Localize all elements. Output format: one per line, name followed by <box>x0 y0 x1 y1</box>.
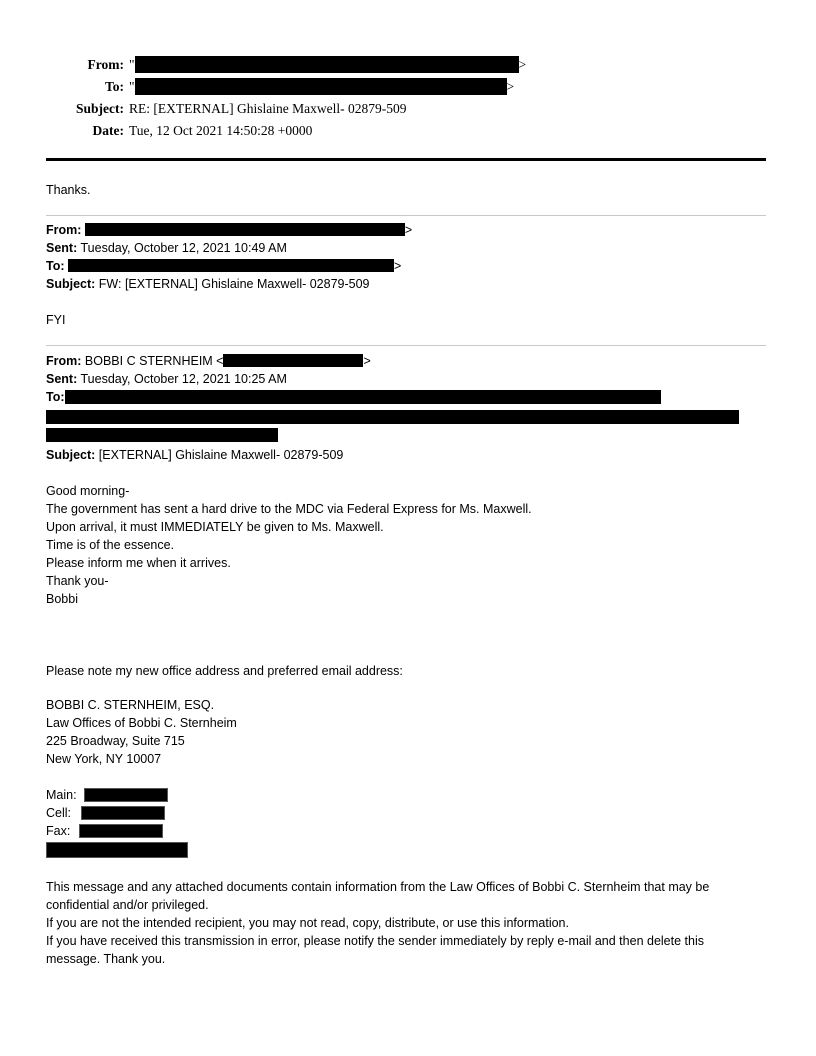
signature-note: Please note my new office address and preferred email address: <box>46 664 403 678</box>
redaction-bar-to-line1 <box>65 390 661 404</box>
disclaimer-line: confidential and/or privileged. <box>46 898 209 912</box>
redaction-bar-from <box>223 354 363 367</box>
to-label: To: <box>104 79 124 94</box>
sent-value: Tuesday, October 12, 2021 10:25 AM <box>80 372 287 386</box>
redaction-bar-main-number <box>84 788 168 802</box>
from-label: From: <box>46 354 82 368</box>
main-label: Main: <box>46 788 77 802</box>
disclaimer-line: If you are not the intended recipient, you may not read, copy, distribute, or use this information. <box>46 916 569 930</box>
header-row-subject <box>46 98 766 120</box>
quoted-email-divider-2 <box>46 345 766 346</box>
redaction-bar-to <box>135 78 507 95</box>
email3-header <box>46 352 766 464</box>
disclaimer-line: This message and any attached documents contain information from the Law Offices of Bobbi C. Sternheim that may be <box>46 880 710 894</box>
fax-label: Fax: <box>46 824 71 838</box>
address-line: Law Offices of Bobbi C. Sternheim <box>46 716 237 730</box>
to-label: To: <box>46 259 65 273</box>
phone-row-main <box>46 786 766 804</box>
email2-sent-row <box>46 239 766 257</box>
subject-value: RE: [EXTERNAL] Ghislaine Maxwell- 02879-509 <box>129 101 407 116</box>
redaction-bar-from <box>135 56 519 73</box>
redaction-bar-to-line3 <box>46 428 278 442</box>
quoted-email-divider-1 <box>46 215 766 216</box>
to-label: To: <box>46 390 65 404</box>
address-line: New York, NY 10007 <box>46 752 162 766</box>
redaction-bar-to <box>68 259 394 272</box>
body-line: Time is of the essence. <box>46 538 175 552</box>
date-label: Date: <box>92 123 124 138</box>
to-angle-bracket: > <box>506 79 515 94</box>
sent-label: Sent: <box>46 241 78 255</box>
from-angle-bracket: > <box>404 223 413 237</box>
email3-to-row <box>46 388 766 442</box>
date-value: Tue, 12 Oct 2021 14:50:28 +0000 <box>129 123 313 138</box>
from-angle-bracket: > <box>518 57 527 72</box>
sent-label: Sent: <box>46 372 78 386</box>
cell-label: Cell: <box>46 806 72 820</box>
email2-from-row <box>46 221 766 239</box>
from-quote: " <box>129 57 135 72</box>
address-line: BOBBI C. STERNHEIM, ESQ. <box>46 698 215 712</box>
disclaimer-line: If you have received this transmission in error, please notify the sender immediately by reply e-mail and then delete this <box>46 934 704 948</box>
body-line: Good morning- <box>46 484 130 498</box>
subject-value: [EXTERNAL] Ghislaine Maxwell- 02879-509 <box>98 448 344 462</box>
sent-value: Tuesday, October 12, 2021 10:49 AM <box>80 241 287 255</box>
signature-address <box>46 696 766 768</box>
from-name: BOBBI C STERNHEIM < <box>84 354 224 368</box>
body-line: Bobbi <box>46 592 78 606</box>
signature-phones <box>46 786 766 858</box>
phone-row-fax <box>46 822 766 840</box>
email2-header <box>46 221 766 293</box>
email2-to-row <box>46 257 766 275</box>
body-line: Please inform me when it arrives. <box>46 556 231 570</box>
from-label: From: <box>46 223 82 237</box>
redaction-bar-from <box>85 223 405 236</box>
header-rule <box>46 158 766 161</box>
subject-value: FW: [EXTERNAL] Ghislaine Maxwell- 02879-509 <box>98 277 370 291</box>
from-value <box>129 54 526 76</box>
subject-label: Subject: <box>46 277 96 291</box>
address-line: 225 Broadway, Suite 715 <box>46 734 185 748</box>
outer-email-header <box>46 54 766 142</box>
to-angle-bracket: > <box>394 259 402 273</box>
to-quote: " <box>129 79 135 94</box>
body-line: Upon arrival, it must IMMEDIATELY be given to Ms. Maxwell. <box>46 520 384 534</box>
email3-sent-row <box>46 370 766 388</box>
header-row-from <box>46 54 766 76</box>
from-angle-bracket: > <box>363 354 371 368</box>
to-value <box>129 76 514 98</box>
redaction-bar-email-address <box>46 842 188 858</box>
phone-row-cell <box>46 804 766 822</box>
header-row-date <box>46 120 766 142</box>
email3-body <box>46 482 766 608</box>
subject-label: Subject: <box>46 448 96 462</box>
body-line: Thank you- <box>46 574 109 588</box>
redaction-bar-cell-number <box>81 806 165 820</box>
disclaimer <box>46 878 766 968</box>
email3-subject-row <box>46 446 766 464</box>
redaction-bar-fax-number <box>79 824 163 838</box>
email2-subject-row <box>46 275 766 293</box>
header-row-to <box>46 76 766 98</box>
redaction-bar-to-line2 <box>46 410 739 424</box>
disclaimer-line: message. Thank you. <box>46 952 166 966</box>
from-label: From: <box>87 57 124 72</box>
body-line: The government has sent a hard drive to the MDC via Federal Express for Ms. Maxwell. <box>46 502 532 516</box>
reply-body: Thanks. <box>46 183 91 197</box>
subject-label: Subject: <box>76 101 124 116</box>
email3-from-row <box>46 352 766 370</box>
email2-body: FYI <box>46 313 66 327</box>
